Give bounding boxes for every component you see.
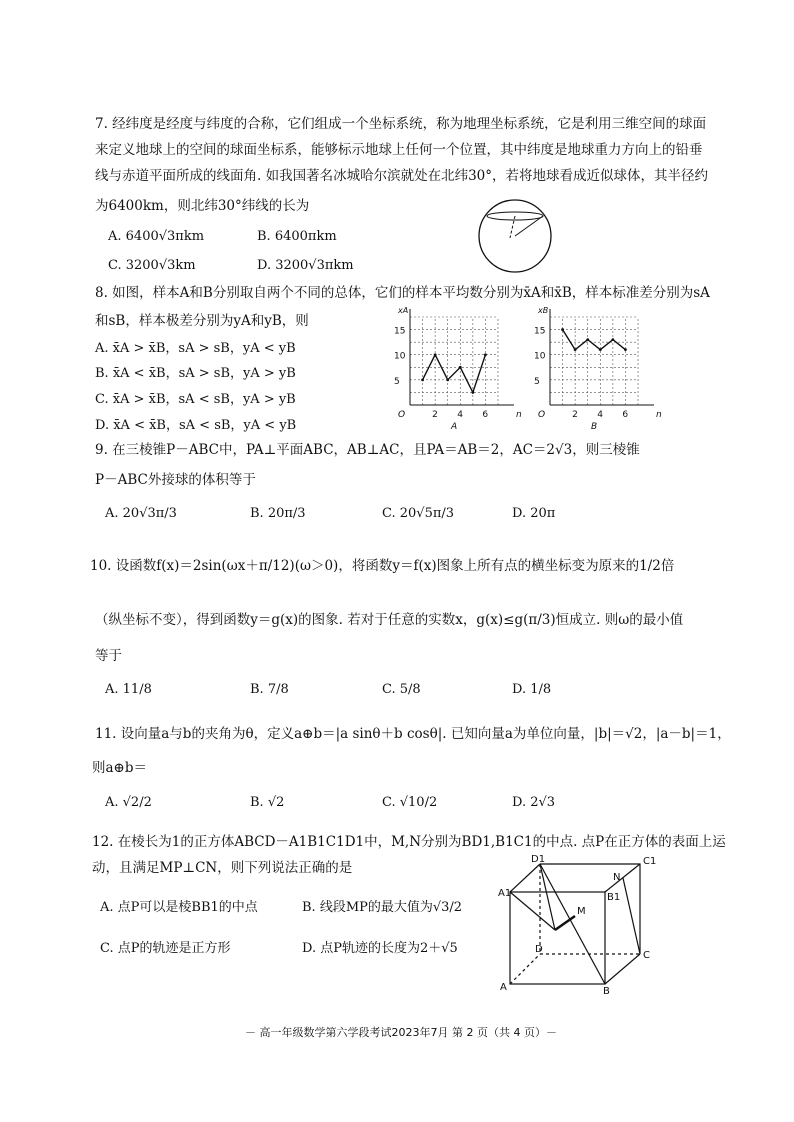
cube-label-d1: D1 xyxy=(531,854,546,865)
q9-option-c: C. 20√5π/3 xyxy=(382,506,455,521)
x-tick-label: 4 xyxy=(457,410,464,420)
q12-option-d: D. 点P轨迹的长度为2＋√5 xyxy=(302,941,458,956)
q10-option-c: C. 5/8 xyxy=(382,682,421,697)
chart-a xyxy=(388,305,523,430)
q8-option-c: C. x̄A > x̄B，sA < sB，yA > yB xyxy=(95,392,296,407)
cube-label-c1: C1 xyxy=(643,856,657,867)
cube-diagram xyxy=(495,852,665,997)
data-point xyxy=(586,338,589,341)
y-tick-label: 15 xyxy=(534,326,546,337)
q11-option-a: A. √2/2 xyxy=(105,795,152,810)
q11-line-2: 则a⊕b＝ xyxy=(92,760,148,776)
q10-line-3: 等于 xyxy=(95,648,122,664)
cube-label-b: B xyxy=(603,986,610,997)
q11-line-1: 11. 设向量a与b的夹角为θ，定义a⊕b＝|a sinθ＋b cosθ|. 已知向量a为单位向量，|b|＝√2，|a－b|＝1， xyxy=(95,726,731,742)
data-point xyxy=(434,353,437,356)
series-line xyxy=(563,330,626,350)
q9-line-1: 9. 在三棱锥P－ABC中，PA⊥平面ABC，AB⊥AC，且PA＝AB＝2，AC＝2√3，则三棱锥 xyxy=(95,442,640,458)
q7-option-a: A. 6400√3πkm xyxy=(108,229,205,244)
q12-line-1: 12. 在棱长为1的正方体ABCD－A1B1C1D1中，M,N分别为BD1,B1C1的中点. 点P在正方体的表面上运 xyxy=(92,834,726,850)
x-axis-label: n xyxy=(516,410,522,420)
y-tick-label: 10 xyxy=(534,351,546,362)
y-tick-label: 5 xyxy=(394,376,400,387)
q7-line-1: 7. 经纬度是经度与纬度的合称，它们组成一个坐标系统，称为地理坐标系统，它是利用三维空间的球面 xyxy=(95,116,707,132)
y-axis-label: xA xyxy=(398,306,409,315)
cube-label-b1: B1 xyxy=(607,892,621,903)
cube-label-n: N xyxy=(613,872,621,883)
q7-option-c: C. 3200√3km xyxy=(108,258,196,273)
chart-title: B xyxy=(591,422,598,430)
q10-line-1: 10. 设函数f(x)＝2sin(ωx＋π/12)(ω＞0)，将函数y＝f(x)图象上所有点的横坐标变为原来的1/2倍 xyxy=(90,558,675,574)
y-tick-label: 5 xyxy=(534,376,540,387)
chart-title: A xyxy=(451,422,458,430)
y-tick-label: 15 xyxy=(394,326,406,337)
q8-line-1: 8. 如图，样本A和B分别取自两个不同的总体，它们的样本平均数分别为x̄A和x̄B，样本标准差分别为sA xyxy=(95,285,710,301)
x-tick-label: 6 xyxy=(622,410,629,420)
x-axis-label: n xyxy=(656,410,662,420)
q8-option-b: B. x̄A < x̄B，sA > sB，yA > yB xyxy=(95,366,296,381)
page-footer: － 高一年级数学第六学段考试2023年7月 第 2 页（共 4 页）－ xyxy=(245,1026,557,1039)
q7-option-b: B. 6400πkm xyxy=(257,229,337,244)
q12-option-a: A. 点P可以是棱BB1的中点 xyxy=(100,900,258,915)
cube-label-c: C xyxy=(643,950,650,961)
q12-option-c: C. 点P的轨迹是正方形 xyxy=(100,941,231,956)
q9-option-b: B. 20π/3 xyxy=(250,506,306,521)
q12-line-2: 动，且满足MP⊥CN，则下列说法正确的是 xyxy=(92,860,353,876)
q12-option-b: B. 线段MP的最大值为√3/2 xyxy=(302,900,463,915)
q9-line-2: P－ABC外接球的体积等于 xyxy=(95,472,256,488)
q8-option-d: D. x̄A < x̄B，sA < sB，yA < yB xyxy=(95,418,297,433)
data-point xyxy=(624,348,627,351)
series-line xyxy=(423,355,486,393)
cube-label-m: M xyxy=(577,906,586,917)
q11-option-d: D. 2√3 xyxy=(512,795,556,810)
x-tick-label: 4 xyxy=(597,410,604,420)
data-point xyxy=(471,391,474,394)
data-point xyxy=(484,353,487,356)
y-axis-label: xB xyxy=(538,306,549,315)
q7-option-d: D. 3200√3πkm xyxy=(257,258,354,273)
origin-label: O xyxy=(538,410,546,420)
q7-line-4: 为6400km，则北纬30°纬线的长为 xyxy=(95,198,310,214)
x-tick-label: 2 xyxy=(432,410,438,420)
chart-b xyxy=(528,305,663,430)
data-point xyxy=(574,348,577,351)
q10-option-b: B. 7/8 xyxy=(250,682,289,697)
data-point xyxy=(611,338,614,341)
q10-option-d: D. 1/8 xyxy=(512,682,552,697)
origin-label: O xyxy=(398,410,406,420)
q11-option-c: C. √10/2 xyxy=(382,795,438,810)
cube-label-d: D xyxy=(535,944,543,955)
x-tick-label: 2 xyxy=(572,410,578,420)
q8-line-2: 和sB，样本极差分别为yA和yB，则 xyxy=(95,313,309,329)
cube-label-a1: A1 xyxy=(498,888,512,899)
q9-option-a: A. 20√3π/3 xyxy=(105,506,177,521)
x-tick-label: 6 xyxy=(482,410,489,420)
data-point xyxy=(459,366,462,369)
y-tick-label: 10 xyxy=(394,351,406,362)
q11-option-b: B. √2 xyxy=(250,795,285,810)
cube-label-a: A xyxy=(500,982,507,993)
q7-line-2: 来定义地球上的空间的球面坐标系，能够标示地球上任何一个位置，其中纬度是地球重力方向上的铅垂 xyxy=(95,142,703,158)
q8-option-a: A. x̄A > x̄B，sA > sB，yA < yB xyxy=(95,341,296,356)
data-point xyxy=(446,378,449,381)
data-point xyxy=(421,378,424,381)
data-point xyxy=(599,348,602,351)
q7-line-3: 线与赤道平面所成的线面角. 如我国著名冰城哈尔滨就处在北纬30°，若将地球看成近似球体，其半径约 xyxy=(95,168,709,184)
q9-option-d: D. 20π xyxy=(512,506,556,521)
data-point xyxy=(561,328,564,331)
q10-line-2: （纵坐标不变），得到函数y＝g(x)的图象. 若对于任意的实数x，g(x)≤g(π/3)恒成立. 则ω的最小值 xyxy=(95,612,684,628)
globe-diagram xyxy=(470,196,560,276)
q10-option-a: A. 11/8 xyxy=(105,682,152,697)
